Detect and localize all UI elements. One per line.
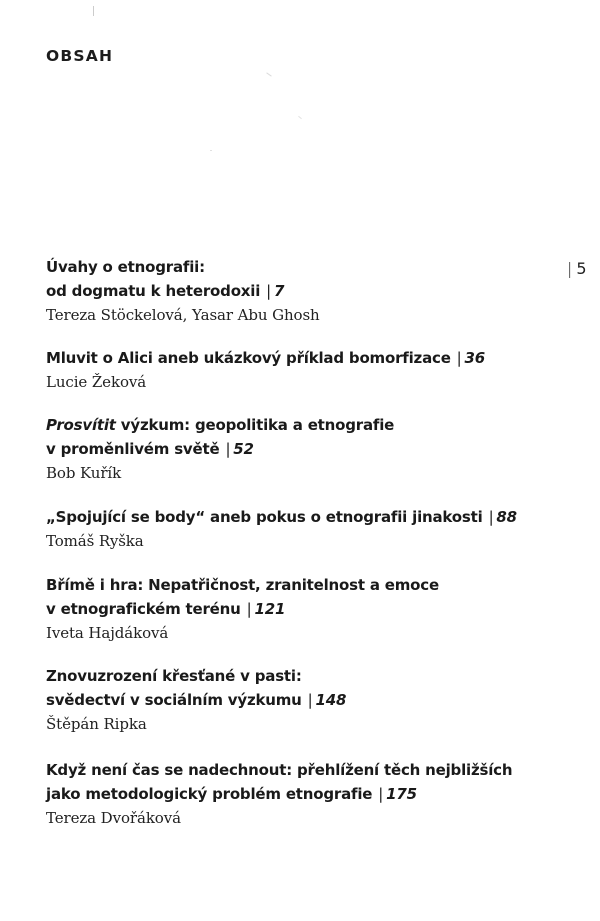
entry-author: Tereza Dvořáková [46, 809, 181, 827]
entry-author: Tereza Stöckelová, Yasar Abu Ghosh [46, 306, 320, 324]
entry-page-number: 88 [496, 508, 517, 526]
entry-page-number: 36 [464, 349, 486, 367]
entry-title-line [46, 688, 566, 712]
entry-page-number: 7 [274, 282, 285, 300]
entry-title-line: Úvahy o etnografii: [46, 258, 205, 276]
page-separator: | [246, 600, 252, 618]
entry-title-line [46, 346, 566, 370]
scan-speck [210, 150, 212, 151]
toc-entry [46, 255, 566, 327]
entry-title-line [46, 413, 566, 437]
entry-title-text: svědectví v sociálním výzkumu [46, 691, 302, 709]
entry-title-line [46, 597, 566, 621]
toc-entry [46, 413, 566, 485]
page-separator: | [488, 508, 494, 526]
entry-page-number: 121 [254, 600, 286, 618]
entry-title-line: Když není čas se nadechnout: přehlížení těch nejbližších [46, 761, 513, 779]
page-separator: | [456, 349, 462, 367]
scan-speck [93, 6, 94, 16]
entry-author: Štěpán Ripka [46, 715, 147, 733]
entry-title-line [46, 505, 566, 529]
entry-title-text: jako metodologický problém etnografie [46, 785, 373, 803]
entry-author: Tomáš Ryška [46, 532, 144, 550]
toc-entry [46, 346, 566, 394]
entry-title-text: od dogmatu k heterodoxii [46, 282, 261, 300]
toc-entry [46, 573, 566, 645]
entry-author: Bob Kuřík [46, 464, 122, 482]
entry-title-text: výzkum: geopolitika a etnografie [115, 416, 395, 434]
page-number-value: 5 [576, 259, 587, 278]
entry-page-number: 148 [315, 691, 347, 709]
page-number [567, 259, 587, 278]
toc-entry [46, 505, 566, 553]
entry-author: Iveta Hajdáková [46, 624, 169, 642]
entry-title-text: Mluvit o Alici aneb ukázkový příklad bomorfizace [46, 349, 451, 367]
page-separator: | [307, 691, 313, 709]
entry-page-number: 175 [386, 785, 417, 803]
entry-title-text: „Spojující se body“ aneb pokus o etnografii jinakosti [46, 508, 483, 526]
entry-title-line: Břímě i hra: Nepatřičnost, zranitelnost a emoce [46, 576, 439, 594]
entry-title-italic: Prosvítit [46, 416, 116, 434]
page-separator: | [266, 282, 272, 300]
entry-title-text: v proměnlivém světě [46, 440, 220, 458]
entry-title-line [46, 782, 566, 806]
scan-speck [266, 72, 271, 76]
page-separator: | [378, 785, 384, 803]
entry-author: Lucie Žeková [46, 373, 147, 391]
toc-entry [46, 664, 566, 736]
page-heading: OBSAH [46, 47, 114, 65]
page-separator: | [225, 440, 231, 458]
page-number-bar: | [567, 259, 573, 278]
entry-title-line [46, 279, 566, 303]
entry-title-line: Znovuzrození křesťané v pasti: [46, 667, 302, 685]
toc-entry [46, 758, 566, 830]
entry-title-line [46, 437, 566, 461]
entry-page-number: 52 [233, 440, 254, 458]
entry-title-text: v etnografickém terénu [46, 600, 241, 618]
scan-speck [298, 116, 302, 119]
